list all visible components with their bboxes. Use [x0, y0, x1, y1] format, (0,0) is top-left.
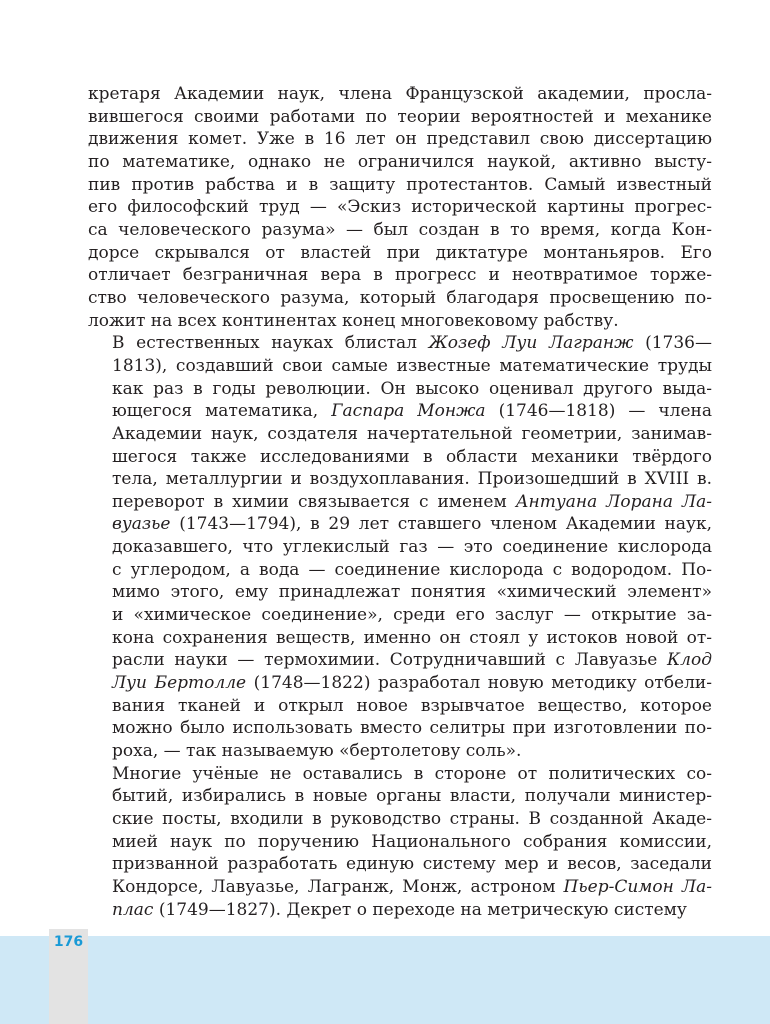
text-run: его философский труд — «Эскиз исторической картины прогрес- [88, 197, 712, 218]
text-line [88, 242, 712, 265]
page-number: 176 [53, 934, 84, 950]
text-line [88, 649, 712, 672]
text-run: пив против рабства и в защиту протестантов. Самый известный [88, 174, 712, 195]
italic-name: вуазье [112, 514, 171, 535]
paragraph [88, 332, 712, 762]
text-run: ложит на всех континентах конец многовековому рабству. [88, 310, 619, 331]
text-run: ские посты, входили в руководство страны. В созданной Акаде- [112, 809, 712, 829]
text-run: ющегося математика, [112, 401, 332, 422]
text-run: с углеродом, а вода — соединение кислорода с водородом. По- [112, 559, 712, 580]
text-line [88, 808, 712, 831]
text-line [88, 604, 712, 627]
text-run: (1749—1827). Декрет о переходе на метрическую систему [153, 899, 687, 920]
text-run: са человеческого разума» — был создан в то время, когда Кон- [88, 219, 712, 240]
text-run: отличает безграничная вера в прогресс и неотвратимое торже- [88, 265, 712, 286]
text-run: В естественных науках блистал [112, 333, 429, 354]
italic-name: Пьер-Симон Ла- [563, 876, 712, 897]
text-run: (1736— [633, 333, 712, 354]
text-line [88, 785, 712, 808]
text-line [88, 151, 712, 174]
italic-name: Клод [667, 650, 712, 671]
text-run: (1743—1794), в 29 лет ставшего членом Академии наук, [170, 514, 712, 535]
text-line [88, 491, 712, 514]
text-run: вания тканей и открыл новое взрывчатое вещество, которое [112, 695, 712, 716]
text-line [88, 899, 712, 922]
text-line [88, 446, 712, 469]
text-line [88, 740, 712, 763]
text-run: кона сохранения веществ, именно он стоял у истоков новой от- [112, 627, 712, 648]
text-run: 1813), создавший свои самые известные математические труды [112, 355, 712, 376]
text-line [88, 264, 712, 287]
paragraph [88, 83, 712, 332]
text-run: Многие учёные не оставались в стороне от политических со- [112, 763, 712, 784]
text-run: кретаря Академии наук, члена Французской академии, просла- [88, 84, 712, 104]
body-text [88, 83, 712, 921]
text-run: расли науки — термохимии. Сотрудничавший с Лавуазье [112, 650, 667, 671]
text-line [88, 831, 712, 854]
text-line [88, 378, 712, 401]
text-line [88, 400, 712, 423]
text-line [88, 536, 712, 559]
text-line [88, 83, 712, 106]
text-line [88, 627, 712, 650]
text-run: Кондорсе, Лавуазье, Лагранж, Монж, астроном [112, 876, 564, 897]
text-run: вившегося своими работами по теории вероятностей и механике [88, 106, 712, 127]
text-run: переворот в химии связывается с именем [112, 491, 516, 512]
text-run: шегося также исследованиями в области механики твёрдого [112, 446, 712, 467]
text-line [88, 695, 712, 718]
text-run: ство человеческого разума, который благодаря просвещению по- [88, 287, 712, 308]
text-line [88, 717, 712, 740]
text-line [88, 581, 712, 604]
paragraph [88, 763, 712, 922]
text-run: бытий, избирались в новые органы власти, получали министер- [112, 786, 712, 807]
italic-name: Жозеф Луи Лагранж [428, 333, 634, 354]
text-run: доказавшего, что углекислый газ — это соединение кислорода [112, 537, 712, 558]
text-run: по математике, однако не ограничился наукой, активно высту- [88, 151, 712, 172]
text-run: (1748—1822) разработал новую методику отбели- [246, 673, 712, 694]
text-run: Академии наук, создателя начертательной геометрии, занимав- [112, 423, 712, 444]
text-line [88, 196, 712, 219]
text-line [88, 128, 712, 151]
text-line [88, 468, 712, 491]
text-line [88, 174, 712, 197]
text-run: как раз в годы революции. Он высоко оценивал другого выда- [112, 378, 712, 399]
text-run: можно было использовать вместо селитры при изготовлении по- [112, 718, 712, 739]
text-line [88, 310, 712, 333]
text-run: мией наук по поручению Национального собрания комиссии, [112, 831, 712, 852]
text-line [88, 513, 712, 536]
text-run: дорсе скрывался от властей при диктатуре монтаньяров. Его [88, 242, 712, 263]
text-line [88, 559, 712, 582]
text-line [88, 672, 712, 695]
text-line [88, 106, 712, 129]
text-line [88, 287, 712, 310]
text-run: мимо этого, ему принадлежат понятия «химический элемент» [112, 582, 712, 603]
text-line [88, 853, 712, 876]
footer-band [0, 936, 770, 1024]
italic-name: плас [112, 899, 154, 920]
text-run: движения комет. Уже в 16 лет он представил свою диссертацию [88, 129, 712, 150]
text-run: (1746—1818) — члена [485, 401, 712, 422]
text-line [88, 332, 712, 355]
italic-name: Гаспара Монжа [331, 401, 486, 422]
text-line [88, 355, 712, 378]
italic-name: Антуана Лорана Ла- [515, 491, 712, 512]
text-line [88, 219, 712, 242]
text-line [88, 876, 712, 899]
text-line [88, 423, 712, 446]
text-run: роха, — так называемую «бертолетову соль». [112, 741, 522, 762]
text-run: тела, металлургии и воздухоплавания. Произошедший в XVIII в. [112, 469, 712, 490]
italic-name: Луи Бертолле [112, 673, 247, 694]
text-line [88, 763, 712, 786]
text-run: призванной разработать единую систему мер и весов, заседали [112, 854, 712, 875]
text-run: и «химическое соединение», среди его заслуг — открытие за- [112, 605, 712, 626]
